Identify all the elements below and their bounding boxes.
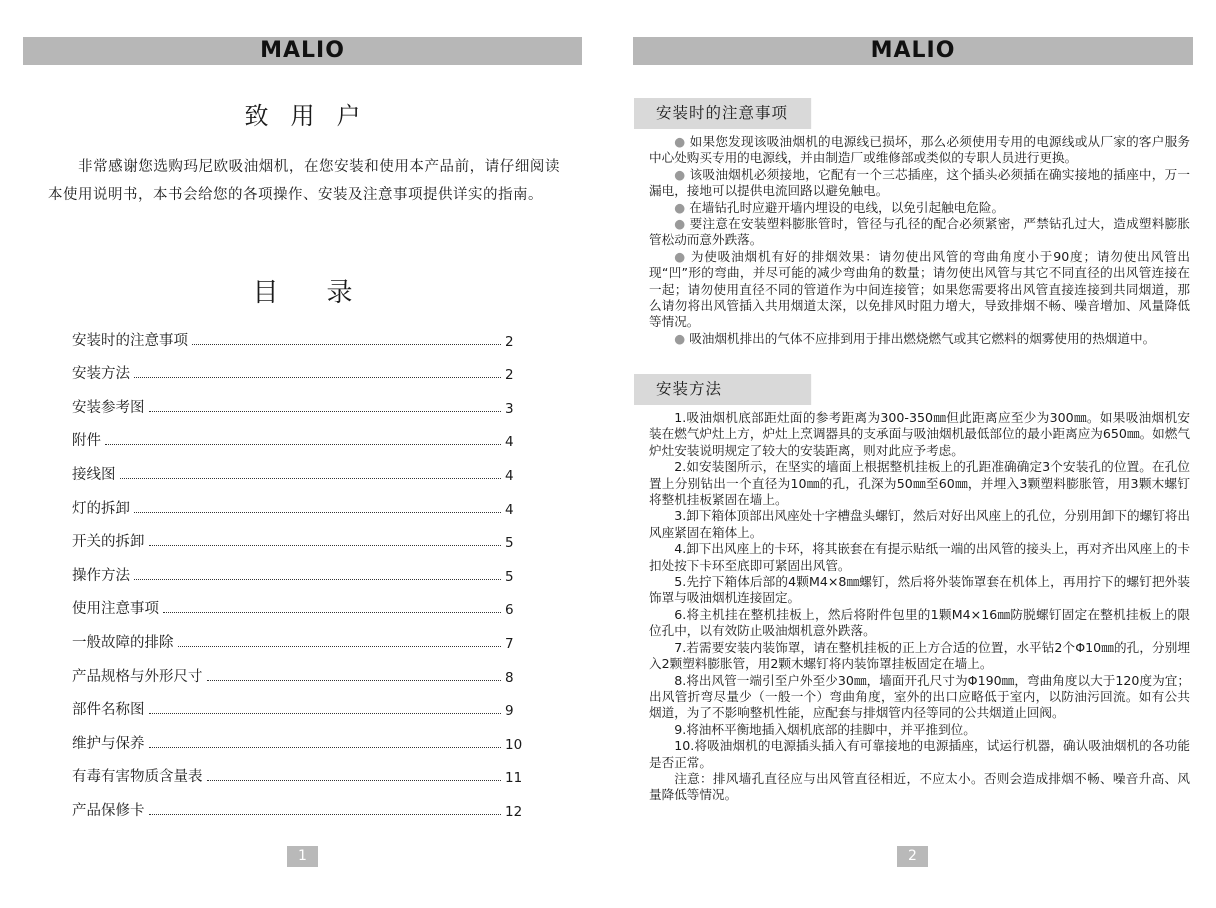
- toc-page: 8: [505, 669, 514, 686]
- toc-label: 有毒有害物质含量表: [72, 769, 203, 786]
- toc-page: 10: [505, 736, 523, 753]
- precaution-text: 吸油烟机排出的气体不应排到用于排出燃烧燃气或其它燃料的烟雾使用的热烟道中。: [689, 330, 1156, 346]
- toc-item[interactable]: [72, 719, 527, 753]
- toc-label: 部件名称图: [72, 702, 145, 719]
- toc-leader: [149, 814, 502, 815]
- toc-leader: [134, 512, 501, 513]
- toc-item[interactable]: [72, 753, 527, 787]
- section-title: 安装方法: [656, 380, 723, 398]
- install-steps: [649, 410, 1190, 804]
- toc-page: 5: [505, 535, 514, 552]
- page-number: 2: [897, 846, 928, 867]
- page-number: 1: [287, 846, 318, 867]
- toc-leader: [149, 713, 502, 714]
- install-step: 7.若需要安装内装饰罩，请在整机挂板的正上方合适的位置，水平钻2个Φ10㎜的孔，分别埋入2颗塑料膨胀管，用2颗木螺钉将内装饰罩挂板固定在墙上。: [649, 639, 1190, 672]
- install-step: 2.如安装图所示，在坚实的墙面上根据整机挂板上的孔距准确确定3个安装孔的位置。在孔位置上分别钻出一个直径为10㎜的孔，孔深为50㎜至60㎜，并埋入3颗塑料膨胀管，用3颗木螺钉将整机挂板紧固在墙上。: [649, 459, 1190, 508]
- toc-item[interactable]: [72, 383, 527, 417]
- toc-item[interactable]: [72, 686, 527, 720]
- toc-leader: [149, 545, 502, 546]
- install-step: 3.卸下箱体顶部出风座处十字槽盘头螺钉，然后对好出风座上的孔位，分别用卸下的螺钉将出风座紧固在箱体上。: [649, 508, 1190, 540]
- install-step: 4.卸下出风座上的卡环，将其嵌套在有提示贴纸一端的出风管的接头上，再对齐出风座上的卡扣处按下卡环至底即可紧固出风管。: [649, 541, 1190, 573]
- toc-item[interactable]: [72, 585, 527, 619]
- precaution-item: [649, 249, 1190, 331]
- precaution-text: 要注意在安装塑料膨胀管时，管径与孔径的配合必须紧密，严禁钻孔过大，造成塑料膨胀管松动而意外跌落。: [649, 216, 1191, 248]
- toc-item[interactable]: [72, 450, 527, 484]
- install-step: 1.吸油烟机底部距灶面的参考距离为300-350㎜但此距离应至少为300㎜。如果吸油烟机安装在燃气炉灶上方，炉灶上烹调器具的支承面与吸油烟机最低部位的最小距离应为650㎜。如燃气炉灶安装说明规定了较大的安装距离，则对此应予考虑。: [649, 410, 1190, 458]
- precaution-text: 该吸油烟机必须接地，它配有一个三芯插座，这个插头必须插在确实接地的插座中，万一漏电，接地可以提供电流回路以避免触电。: [649, 166, 1191, 199]
- toc-label: 接线图: [72, 466, 116, 483]
- bullet-icon: ●: [674, 330, 690, 346]
- precautions-list: [649, 134, 1190, 347]
- toc-item[interactable]: [72, 551, 527, 585]
- toc-leader: [134, 579, 501, 580]
- precaution-item: [649, 167, 1190, 200]
- greeting-title: 致用户: [244, 102, 383, 130]
- toc-item[interactable]: [72, 652, 527, 686]
- toc-label: 附件: [72, 433, 101, 450]
- install-step: 8.将出风管一端引至户外至少30㎜，墙面开孔尺寸为Φ190㎜，弯曲角度以大于120度为宜；出风管折弯尽量少（一般一个）弯曲角度，室外的出口应略低于室内，以防油污回流。如有公共烟道，为了不影响整机性能，应配套与排烟管内径等同的公共烟道止回阀。: [649, 672, 1190, 721]
- precaution-item: [649, 216, 1190, 249]
- toc-label: 开关的拆卸: [72, 534, 145, 551]
- toc-leader: [105, 444, 501, 445]
- toc-page: 2: [505, 333, 514, 350]
- toc-label: 安装时的注意事项: [72, 332, 188, 349]
- toc-leader: [120, 478, 502, 479]
- toc-page: 12: [505, 803, 523, 820]
- precaution-item: [649, 134, 1190, 167]
- toc-leader: [134, 377, 501, 378]
- precaution-text: 如果您发现该吸油烟机的电源线已损坏，那么必须使用专用的电源线或从厂家的客户服务中心处购买专用的电源线，并由制造厂或维修部或类似的专职人员进行更换。: [649, 134, 1191, 166]
- header-bar: [633, 37, 1193, 65]
- toc-page: 4: [505, 501, 514, 518]
- toc-leader: [192, 344, 501, 345]
- bullet-icon: ●: [674, 199, 690, 215]
- toc-leader: [149, 411, 502, 412]
- greeting-text: 非常感谢您选购玛尼欧吸油烟机，在您安装和使用本产品前，请仔细阅读本使用说明书，本书会给您的各项操作、安装及注意事项提供详实的指南。: [48, 159, 560, 203]
- install-step: 9.将油杯平衡地插入烟机底部的挂脚中，并平推到位。: [674, 721, 976, 737]
- toc-item[interactable]: [72, 417, 527, 451]
- toc-label: 产品规格与外形尺寸: [72, 668, 203, 685]
- precaution-text: 为使吸油烟机有好的排烟效果：请勿使出风管的弯曲角度小于90度；请勿使出风管出现“凹”形的弯曲，并尽可能的减少弯曲角的数量；请勿使出风管与其它不同直径的出风管连接在一起；请勿使用直径不同的管道作为中间连接管；如果您需要将出风管直接连接到共同烟道，那么请勿将出风管插入共用烟道太深，以免排风时阻力增大，导致排烟不畅、噪音增加、风量降低等情况。: [649, 248, 1190, 330]
- header-bar: [23, 37, 582, 65]
- install-step: 6.将主机挂在整机挂板上，然后将附件包里的1颗M4×16㎜防脱螺钉固定在整机挂板上的限位孔中，以有效防止吸油烟机意外跌落。: [649, 606, 1190, 639]
- toc-item[interactable]: [72, 484, 527, 518]
- install-step: 5.先拧下箱体后部的4颗M4×8㎜螺钉，然后将外装饰罩套在机体上，再用拧下的螺钉把外装饰罩与吸油烟机连接固定。: [649, 574, 1190, 606]
- install-step: 10.将吸油烟机的电源插头插入有可靠接地的电源插座，试运行机器，确认吸油烟机的各功能是否正常。: [649, 738, 1190, 770]
- precaution-item: [649, 331, 1190, 347]
- toc-leader: [207, 680, 502, 681]
- bullet-icon: ●: [674, 134, 690, 149]
- toc-leader: [207, 780, 502, 781]
- toc-leader: [178, 646, 502, 647]
- precaution-item: [649, 200, 1190, 216]
- toc-label: 操作方法: [72, 567, 130, 584]
- toc-page: 7: [505, 635, 514, 652]
- section-header-precautions: [634, 98, 902, 129]
- toc-item[interactable]: [72, 350, 527, 384]
- toc-leader: [149, 747, 502, 748]
- toc-page: 2: [505, 367, 514, 384]
- toc-page: 3: [505, 400, 514, 417]
- bullet-icon: ●: [674, 216, 690, 232]
- toc-leader: [163, 612, 501, 613]
- right-page: [608, 0, 1216, 908]
- section-title: 安装时的注意事项: [656, 104, 789, 122]
- section-header-install: [634, 374, 902, 405]
- table-of-contents: [72, 316, 527, 820]
- toc-page: 9: [505, 703, 514, 720]
- toc-label: 灯的拆卸: [72, 500, 130, 517]
- toc-item[interactable]: [72, 316, 527, 350]
- toc-page: 6: [505, 602, 514, 619]
- toc-label: 使用注意事项: [72, 601, 159, 618]
- precaution-text: 在墙钻孔时应避开墙内埋设的电线，以免引起触电危险。: [689, 199, 1005, 215]
- bullet-icon: ●: [674, 248, 691, 264]
- toc-item[interactable]: [72, 618, 527, 652]
- toc-item[interactable]: [72, 786, 527, 820]
- toc-label: 维护与保养: [72, 735, 145, 752]
- brand-logo: MALIO: [260, 38, 345, 63]
- bullet-icon: ●: [674, 166, 690, 182]
- toc-item[interactable]: [72, 518, 527, 552]
- toc-label: 一般故障的排除: [72, 634, 174, 651]
- toc-page: 5: [505, 568, 514, 585]
- install-note: 注意：排风墙孔直径应与出风管直径相近，不应太小。否则会造成排烟不畅、噪音升高、风量降低等情况。: [649, 770, 1190, 803]
- toc-page: 11: [505, 770, 523, 787]
- toc-label: 安装参考图: [72, 399, 145, 416]
- toc-title: 目录: [252, 278, 401, 308]
- toc-page: 4: [505, 434, 514, 451]
- toc-label: 安装方法: [72, 366, 130, 383]
- toc-page: 4: [505, 467, 514, 484]
- brand-logo: MALIO: [870, 38, 956, 63]
- toc-label: 产品保修卡: [72, 802, 145, 819]
